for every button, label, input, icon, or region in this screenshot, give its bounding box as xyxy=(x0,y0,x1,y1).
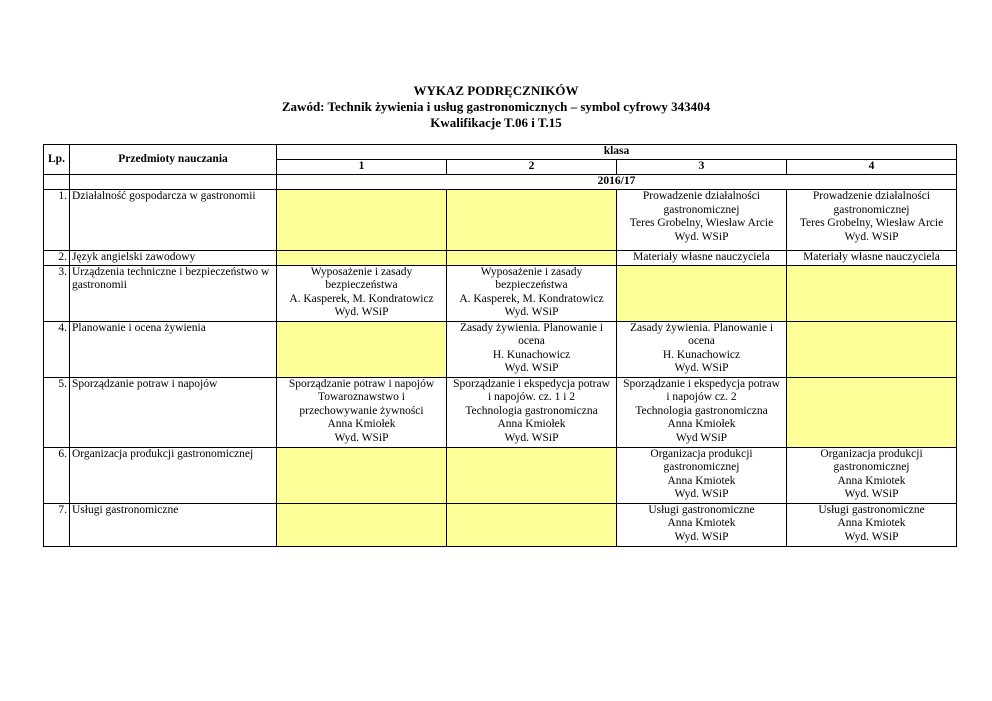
textbook-line: Anna Kmiołek xyxy=(497,418,566,430)
textbook-line: Usługi gastronomiczne xyxy=(818,503,925,516)
col-lp-header: Lp. xyxy=(44,145,70,175)
row-number: 5. xyxy=(44,377,70,447)
qualifications-line: Kwalifikacje T.06 i T.15 xyxy=(430,115,562,130)
textbook-cell-klasa-3 xyxy=(617,447,787,503)
row-number: 4. xyxy=(44,321,70,377)
subject-name: Działalność gospodarcza w gastronomii xyxy=(70,190,277,251)
textbook-line: A. Kasperek, M. Kondratowicz xyxy=(289,292,434,305)
document-title: WYKAZ PODRĘCZNIKÓW xyxy=(413,83,579,98)
row-number: 3. xyxy=(44,265,70,321)
empty-cell xyxy=(447,190,617,251)
textbook-cell-klasa-4 xyxy=(787,503,957,546)
textbook-line: ocena xyxy=(518,335,545,347)
empty-cell xyxy=(447,447,617,503)
table-row xyxy=(44,265,957,321)
textbook-line: Anna Kmiotek xyxy=(837,517,906,529)
textbook-cell-klasa-4 xyxy=(787,447,957,503)
textbook-line: Technologia gastronomiczna xyxy=(635,404,768,417)
textbook-line: Anna Kmiotek xyxy=(667,517,736,529)
subject-name: Sporządzanie potraw i napojów xyxy=(70,377,277,447)
textbook-line: gastronomicznej xyxy=(833,203,910,216)
textbook-line: Materiały własne nauczyciela xyxy=(633,251,770,263)
table-row xyxy=(44,447,957,503)
textbook-cell-klasa-1 xyxy=(277,377,447,447)
textbook-line: Sporządzanie i ekspedycja potraw xyxy=(623,377,780,390)
textbook-line: Wyd. WSiP xyxy=(674,230,729,243)
textbook-line: i napojów. cz. 1 i 2 xyxy=(487,391,576,403)
textbook-cell-klasa-3 xyxy=(617,251,787,266)
textbook-line: przechowywanie żywności xyxy=(299,404,424,417)
textbook-line: Sporządzanie potraw i napojów xyxy=(288,377,435,390)
row-number: 6. xyxy=(44,447,70,503)
textbook-line: H. Kunachowicz xyxy=(662,348,741,361)
textbook-cell-klasa-4 xyxy=(787,190,957,251)
textbook-line: Wyd. WSiP xyxy=(674,488,729,500)
subject-name: Urządzenia techniczne i bezpieczeństwo w gastronomii xyxy=(70,265,277,321)
textbook-line: Materiały własne nauczyciela xyxy=(803,251,940,263)
subject-name: Planowanie i ocena żywienia xyxy=(70,321,277,377)
textbook-line: H. Kunachowicz xyxy=(492,348,571,361)
subject-name: Organizacja produkcji gastronomicznej xyxy=(70,447,277,503)
klasa-3-header: 3 xyxy=(617,160,787,175)
textbook-line: Zasady żywienia. Planowanie i xyxy=(459,321,604,334)
textbook-line: Teres Grobelny, Wiesław Arcie xyxy=(799,217,944,229)
textbook-line: Wyd WSiP xyxy=(675,431,728,444)
table-row xyxy=(44,503,957,546)
textbook-line: gastronomicznej xyxy=(833,461,910,473)
textbook-line: Wyd. WSiP xyxy=(674,530,729,543)
textbook-line: Wyd. WSiP xyxy=(844,530,899,543)
row-number: 1. xyxy=(44,190,70,251)
textbook-line: Anna Kmiotek xyxy=(667,474,736,487)
klasa-1-header: 1 xyxy=(277,160,447,175)
col-subject-header: Przedmioty nauczania xyxy=(70,145,277,175)
empty-cell xyxy=(787,321,957,377)
textbook-line: Wyd. WSiP xyxy=(504,306,559,318)
table-row xyxy=(44,251,957,266)
textbook-line: Wyposażenie i zasady xyxy=(480,265,583,278)
textbook-line: gastronomicznej xyxy=(663,203,740,216)
textbook-line: Organizacja produkcji xyxy=(650,447,753,460)
textbook-line: Usługi gastronomiczne xyxy=(648,503,755,516)
textbook-cell-klasa-2 xyxy=(447,265,617,321)
empty-cell xyxy=(447,503,617,546)
textbook-cell-klasa-3 xyxy=(617,503,787,546)
textbook-line: Wyd. WSiP xyxy=(844,488,899,500)
col-klasa-header: klasa xyxy=(277,145,957,160)
table-row xyxy=(44,190,957,251)
document-header xyxy=(0,83,992,131)
textbook-line: bezpieczeństwa xyxy=(325,279,398,291)
textbook-cell-klasa-3 xyxy=(617,321,787,377)
textbook-line: Prowadzenie działalności xyxy=(642,190,761,202)
empty-cell xyxy=(277,321,447,377)
textbook-line: Wyd. WSiP xyxy=(844,230,899,243)
textbook-line: Wyd. WSiP xyxy=(504,362,559,374)
empty-cell xyxy=(277,251,447,266)
textbook-line: Wyd. WSiP xyxy=(334,431,389,444)
table-body xyxy=(44,190,957,547)
textbook-line: Anna Kmiołek xyxy=(327,418,396,430)
textbook-line: Wyposażenie i zasady xyxy=(310,265,413,278)
subject-name: Usługi gastronomiczne xyxy=(70,503,277,546)
profession-line: Zawód: Technik żywienia i usług gastronomicznych – symbol cyfrowy 343404 xyxy=(281,99,711,114)
table-row xyxy=(44,321,957,377)
klasa-4-header: 4 xyxy=(787,160,957,175)
textbook-line: i napojów cz. 2 xyxy=(666,391,737,403)
textbook-line: Wyd. WSiP xyxy=(334,306,389,318)
textbook-line: Technologia gastronomiczna xyxy=(465,404,598,417)
textbook-line: Organizacja produkcji xyxy=(820,447,923,460)
textbook-cell-klasa-2 xyxy=(447,377,617,447)
textbook-line: gastronomicznej xyxy=(663,461,740,473)
textbook-cell-klasa-1 xyxy=(277,265,447,321)
school-year-header: 2016/17 xyxy=(277,175,957,190)
textbook-line: Zasady żywienia. Planowanie i xyxy=(629,321,774,334)
textbook-line: A. Kasperek, M. Kondratowicz xyxy=(459,292,604,305)
klasa-2-header: 2 xyxy=(447,160,617,175)
empty-cell xyxy=(277,190,447,251)
textbook-cell-klasa-3 xyxy=(617,190,787,251)
textbook-line: Teres Grobelny, Wiesław Arcie xyxy=(629,217,774,229)
empty-cell xyxy=(277,503,447,546)
textbook-line: Anna Kmiotek xyxy=(837,474,906,487)
textbook-line: Towaroznawstwo i xyxy=(317,391,406,403)
empty-cell xyxy=(447,251,617,266)
textbook-line: Wyd. WSiP xyxy=(674,362,729,374)
textbook-line: Prowadzenie działalności xyxy=(812,190,931,202)
textbook-line: Wyd. WSiP xyxy=(504,431,559,444)
textbook-cell-klasa-4 xyxy=(787,251,957,266)
row-number: 2. xyxy=(44,251,70,266)
textbook-line: Anna Kmiołek xyxy=(667,418,736,430)
subject-name: Język angielski zawodowy xyxy=(70,251,277,266)
textbook-line: bezpieczeństwa xyxy=(495,279,568,291)
empty-cell xyxy=(617,265,787,321)
textbook-line: ocena xyxy=(688,335,715,347)
empty-cell xyxy=(277,447,447,503)
empty-cell xyxy=(787,265,957,321)
textbook-cell-klasa-3 xyxy=(617,377,787,447)
table-row xyxy=(44,377,957,447)
row-number: 7. xyxy=(44,503,70,546)
empty-cell xyxy=(787,377,957,447)
textbook-table xyxy=(43,144,957,547)
textbook-cell-klasa-2 xyxy=(447,321,617,377)
textbook-line: Sporządzanie i ekspedycja potraw xyxy=(453,377,610,390)
